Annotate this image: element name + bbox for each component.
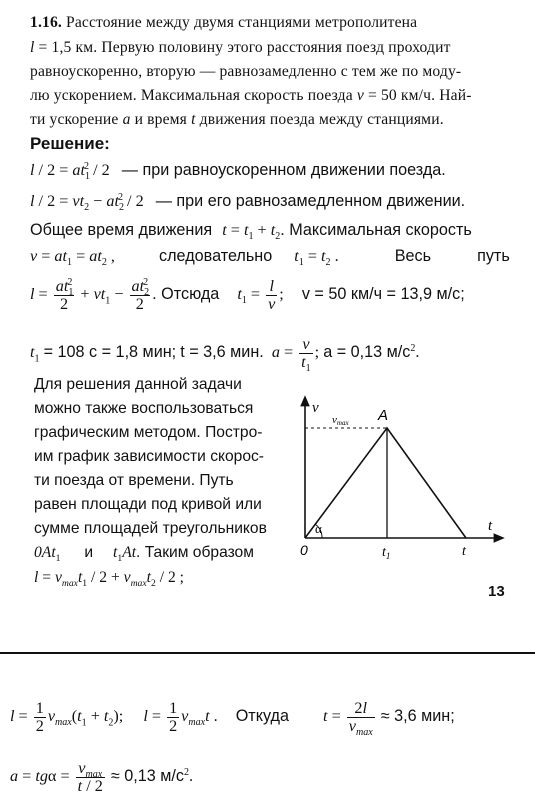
equation-accelerated: $l / 2 = at_1^2 / 2$ — при равноускоренном движении поезда. xyxy=(30,160,446,183)
page-number: 13 xyxy=(488,583,505,600)
y-axis-label: v xyxy=(312,400,319,416)
velocity-time-graph xyxy=(290,390,510,570)
problem-line-5: ти ускорение a и время t движения поезда между станциями. xyxy=(30,111,444,128)
solution-line-vmax: $v = at_1 = at_2$ , следовательно $t_1 = t_2$ . Весь путь xyxy=(30,247,510,269)
continuation-line-2: a = tgα = $\frac{v_{max}}{t / 2}$ ≈ 0,13 $м/с^2$. xyxy=(10,759,194,795)
page-divider xyxy=(0,652,535,654)
equation-path: l = $\frac{at_1^2}{2}$ + $vt_1$ − $\frac{at_2^2}{2}$ . Отсюда $t_1$ = $\frac{l}{v}$ ; v = 50 км/ч = 13,9 м/с; xyxy=(30,276,465,313)
x-axis-label: t xyxy=(488,518,493,534)
problem-line-1: 1.16. Расстояние между двумя станциями метрополитена xyxy=(30,14,418,31)
apex-label: A xyxy=(378,407,389,424)
angle-label: α xyxy=(315,521,322,536)
t1-label: $t_1$ xyxy=(382,545,391,561)
problem-line-2: l = 1,5 км. Первую половину этого расстояния поезд проходит xyxy=(30,39,451,56)
solution-results: $t_1 = 108$ с = 1,8 мин; t = 3,6 мин. a = $\frac{v}{t_1}$ ; a = 0,13 $м/с^2$. xyxy=(30,335,420,375)
problem-number: 1.16. xyxy=(30,14,62,31)
equation-decelerated: $l / 2 = vt_2 - at_2^2 / 2$ — при его равнозамедленном движении. xyxy=(30,191,466,214)
problem-line-3: равноускоренно, вторую — равнозамедленно с тем же по моду- xyxy=(30,63,462,80)
continuation-line-1: l = $\frac{1}{2}$ $v_{max}(t_1 + t_2)$; l = $\frac{1}{2}$ $v_{max}t$ . Откуда t = $\frac{2l}{v_{max}}$ ≈ 3,6 мин; xyxy=(10,699,455,739)
origin-label: 0 xyxy=(300,542,308,558)
side-line-8: $0At_1$ и $t_1At$. Таким образом xyxy=(34,544,254,565)
solution-line-total-time: Общее время движения $t = t_1 + t_2$. Максимальная скорость xyxy=(30,221,472,243)
equation-area-sum: $l = v_{max}t_1 / 2 + v_{max}t_2 / 2$ ; xyxy=(34,569,185,590)
t-end-label: t xyxy=(462,544,466,559)
solution-heading: Решение: xyxy=(30,134,110,153)
problem-line-4: лю ускорением. Максимальная скорость поезда v = 50 км/ч. Най- xyxy=(30,87,472,104)
velocity-curve xyxy=(305,428,466,538)
vmax-label: vmax xyxy=(332,414,349,427)
